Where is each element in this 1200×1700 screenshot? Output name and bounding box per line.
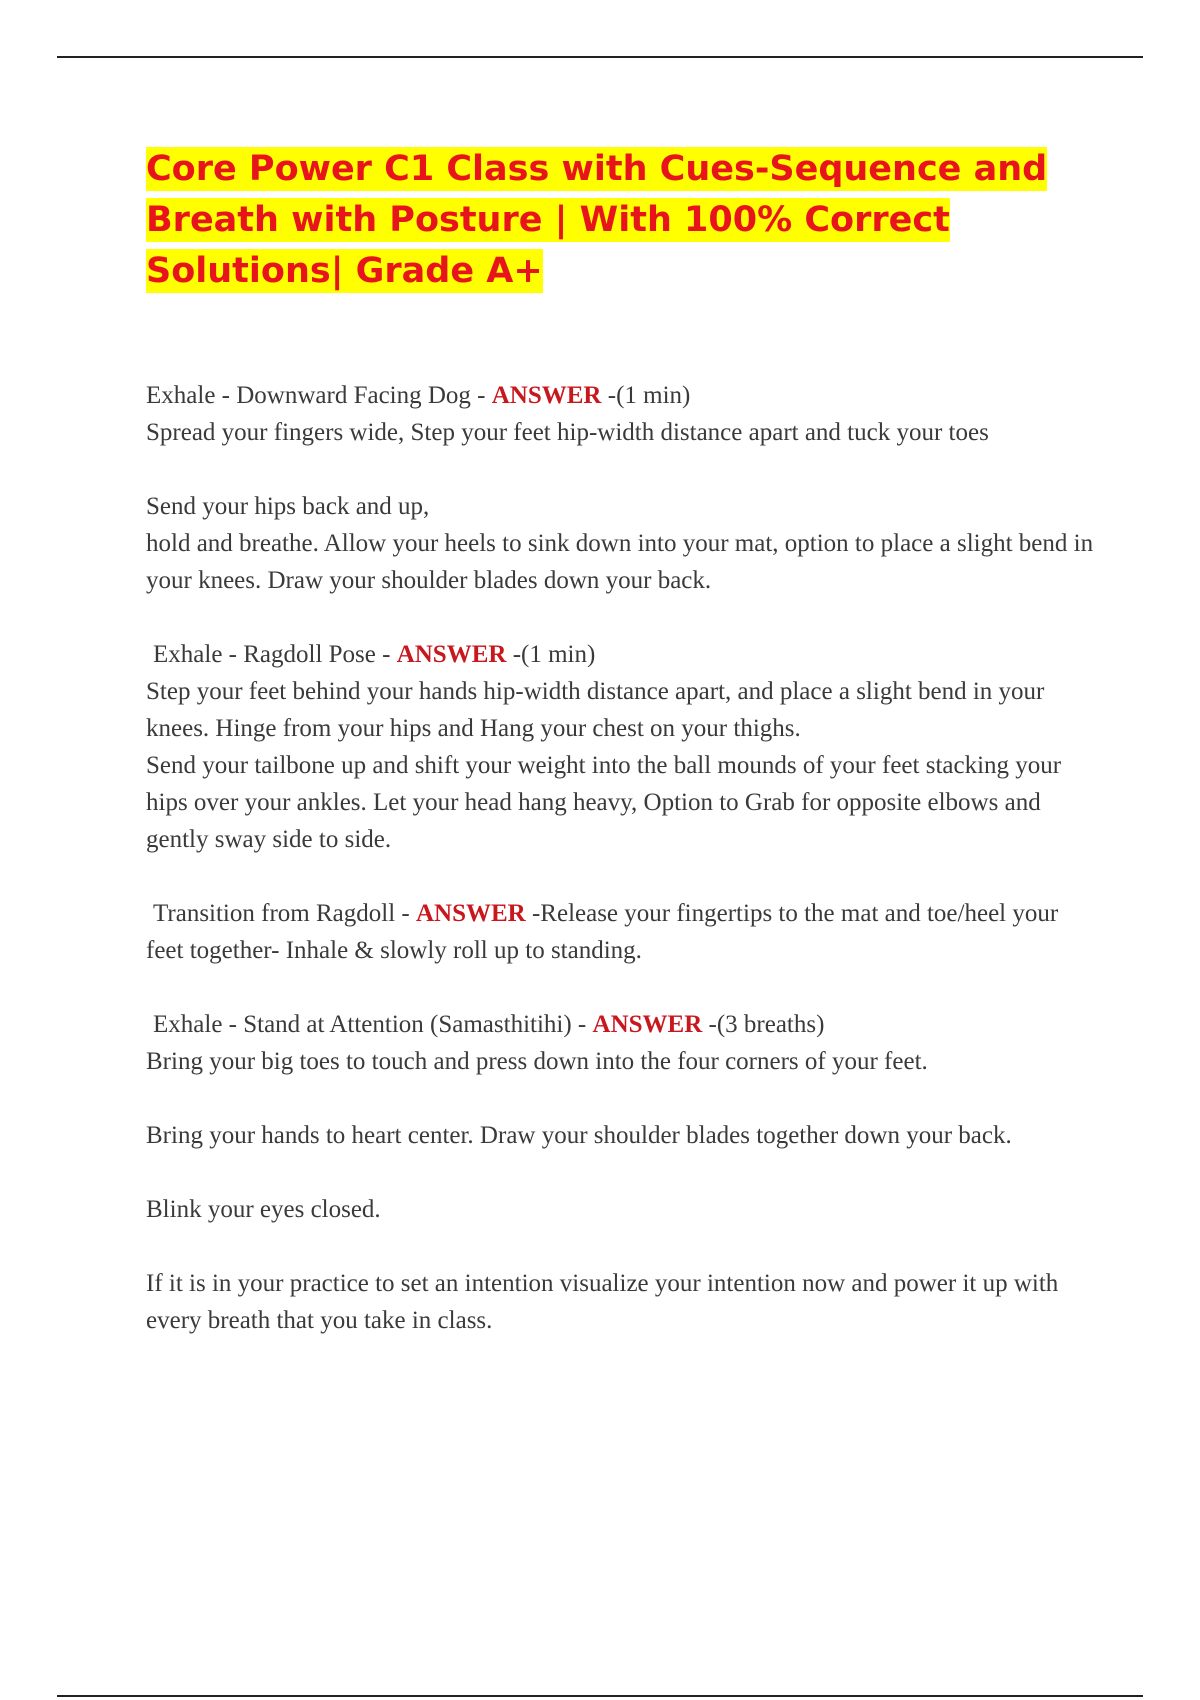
answer-text: Spread your fingers wide, Step your feet hip-width distance apart and tuck your toes xyxy=(146,419,989,446)
qa-ragdoll xyxy=(146,636,1096,858)
answer-text: Step your feet behind your hands hip-width distance apart, and place a slight bend in your knees. Hinge from your hips and Hang your chest on your thighs. xyxy=(146,678,1045,742)
question-prompt: Exhale - Stand at Attention (Samasthitihi) - xyxy=(153,1011,593,1038)
question-prompt: Exhale - Ragdoll Pose - xyxy=(153,641,397,668)
question-line xyxy=(146,895,1096,969)
document-body xyxy=(146,377,1096,1339)
question-prompt: Exhale - Downward Facing Dog - xyxy=(146,382,492,409)
answer-text: hold and breathe. Allow your heels to sink down into your mat, option to place a slight bend in your knees. Draw your shoulder blades down your back. xyxy=(146,530,1094,594)
answer-label: ANSWER xyxy=(396,641,507,668)
question-suffix: -(1 min) xyxy=(506,641,596,668)
answer-label: ANSWER xyxy=(415,900,526,927)
answer-label: ANSWER xyxy=(491,382,602,409)
qa-downward-dog xyxy=(146,377,1096,599)
title-highlight: Core Power C1 Class with Cues-Sequence and Breath with Posture | With 100% Correct Solutions| Grade A+ xyxy=(146,149,1048,291)
footer-rule xyxy=(57,1695,1143,1697)
question-suffix: -Release your fingertips to the mat and toe/heel your feet together- Inhale & slowly roll up to standing. xyxy=(146,900,1059,964)
answer-text: Send your hips back and up, xyxy=(146,493,430,520)
header-rule xyxy=(57,56,1143,58)
answer-text: Bring your hands to heart center. Draw your shoulder blades together down your back. xyxy=(146,1122,1012,1149)
answer-text: Bring your big toes to touch and press down into the four corners of your feet. xyxy=(146,1048,928,1075)
qa-transition xyxy=(146,895,1096,969)
document-page xyxy=(146,144,1096,1339)
question-prompt: Transition from Ragdoll - xyxy=(153,900,416,927)
question-suffix: -(3 breaths) xyxy=(702,1011,825,1038)
answer-text: Send your tailbone up and shift your weight into the ball mounds of your feet stacking your hips over your ankles. Let your head hang heavy, Option to Grab for opposite elbows and gently sway side to side. xyxy=(146,752,1062,853)
qa-stand-at-attention xyxy=(146,1006,1096,1339)
document-title xyxy=(146,144,1096,297)
question-line xyxy=(146,636,1096,673)
answer-text: Blink your eyes closed. xyxy=(146,1196,381,1223)
question-suffix: -(1 min) xyxy=(601,382,691,409)
answer-text: If it is in your practice to set an intention visualize your intention now and power it up with every breath that you take in class. xyxy=(146,1270,1059,1334)
question-line xyxy=(146,377,1096,414)
question-line xyxy=(146,1006,1096,1043)
answer-label: ANSWER xyxy=(592,1011,703,1038)
